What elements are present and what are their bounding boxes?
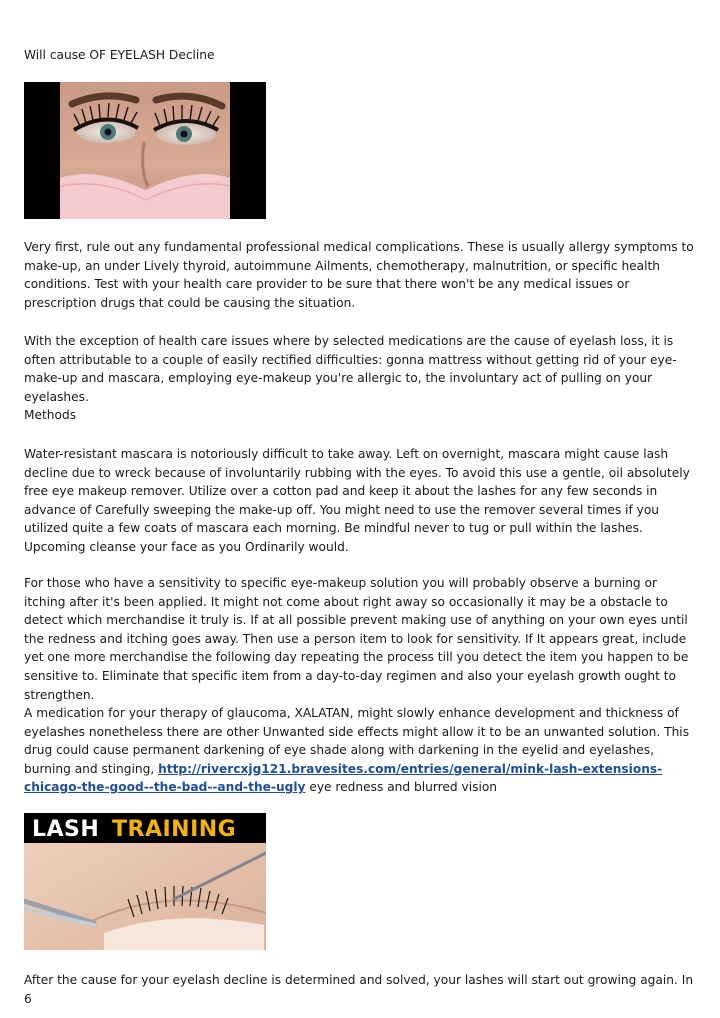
paragraph-xalatan bbox=[24, 704, 696, 797]
page-title: Will cause OF EYELASH Decline bbox=[24, 48, 215, 62]
paragraph-xalatan-text-before: A medication for your therapy of glaucoma, XALATAN, might slowly enhance development and thickness of eyelashes nonetheless there are other Unwanted side effects might allow it to be an unwanted solution. This drug could cause permanent darkening of eye shade along with darkening in the eyelid and eyelashes, burning and stinging, bbox=[24, 706, 690, 776]
article-link[interactable]: http://rivercxjg121.bravesites.com/entries/general/mink-lash-extensions-chicago-the-good--the-bad--and-the-ugly bbox=[24, 761, 663, 795]
eyelash-closeup-illustration bbox=[24, 82, 266, 219]
banner-word-training: TRAINING bbox=[112, 817, 237, 842]
section-heading-methods: Methods bbox=[24, 408, 77, 422]
eyelash-closeup-photo bbox=[24, 82, 266, 219]
lash-training-illustration bbox=[24, 813, 266, 950]
paragraph-regrowth: After the cause for your eyelash decline is determined and solved, your lashes will start out growing again. In 6 bbox=[24, 973, 694, 1006]
paragraph-xalatan-text-after: eye redness and blurred vision bbox=[305, 780, 498, 795]
paragraph-common-causes: With the exception of health care issues where by selected medications are the cause of eyelash loss, it is often attributable to a couple of easily rectified difficulties: gonna mattress without getting rid of your eye-make-up and mascara, employing eye-makeup you're allergic to, the involuntary act of pulling on your eyelashes. bbox=[24, 334, 677, 404]
paragraph-mascara-removal: Water-resistant mascara is notoriously difficult to take away. Left on overnight, mascara might cause lash decline due to wreck because of involuntarily rubbing with the eyes. To avoid this use a gentle, oil absolutely free eye makeup remover. Utilize over a cotton pad and keep it about the lashes for any few seconds in advance of Carefully sweeping the make-up off. You might need to use the remover several times if you utilized quite a few coats of mascara each morning. Be mindful never to tug or pull within the lashes. Upcoming cleanse your face as you Ordinarily would. bbox=[24, 447, 690, 554]
paragraph-medical-causes: Very first, rule out any fundamental professional medical complications. These is usually allergy symptoms to make-up, an under Lively thyroid, autoimmune Ailments, chemotherapy, malnutrition, or specific health conditions. Test with your health care provider to be sure that there won't be any medical issues or prescription drugs that could be causing the situation. bbox=[24, 240, 694, 310]
banner-word-lash: LASH bbox=[32, 817, 100, 842]
paragraph-sensitivity: For those who have a sensitivity to specific eye-makeup solution you will probably observe a burning or itching after it's been applied. It might not come about right away so occasionally it may be a obstacle to detect which merchandise it truly is. If at all possible prevent making use of anything on your own eyes until the redness and itching goes away. Then use a person item to look for sensitivity. If It appears great, include yet one more merchandise the following day repeating the process till you detect the item you happen to be sensitive to. Eliminate that specific item from a day-to-day regimen and also your eyelash growth ought to strengthen. bbox=[24, 576, 689, 702]
lash-training-photo bbox=[24, 813, 266, 950]
